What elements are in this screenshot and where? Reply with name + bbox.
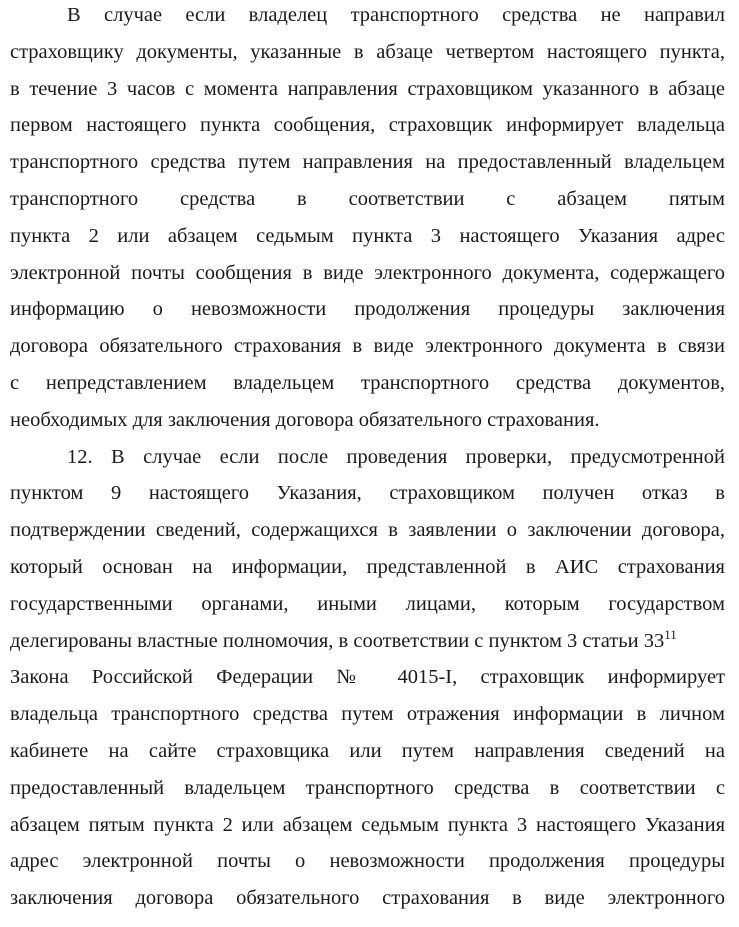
paragraph-2: [10, 442, 725, 920]
text-line: электронной почты сообщения в виде электронного документа, содержащего: [10, 261, 725, 284]
text-line: предоставленный владельцем транспортного средства в соответствии с: [10, 776, 725, 799]
text-line: пунктом 9 настоящего Указания, страховщиком получен отказ в: [10, 482, 725, 505]
text-line: транспортного средства путем направления на предоставленный владельцем: [10, 151, 725, 174]
text-line: который основан на информации, представленной в АИС страхования: [10, 555, 725, 578]
text-line: в течение 3 часов с момента направления страховщиком указанного в абзаце: [10, 77, 725, 100]
text-line: В случае если владелец транспортного средства не направил: [67, 4, 725, 26]
text-line: заключения договора обязательного страхования в виде электронного: [10, 887, 725, 910]
text-line: необходимых для заключения договора обязательного страхования.: [10, 408, 600, 431]
text-line: кабинете на сайте страховщика или путем направления сведений на: [10, 739, 725, 762]
text-line: транспортного средства в соответствии с абзацем пятым: [10, 187, 725, 210]
text-line: государственными органами, иными лицами, которым государством: [10, 592, 725, 615]
document-body: [10, 0, 725, 920]
text-line: с непредставлением владельцем транспортного средства документов,: [10, 371, 725, 394]
article-superscript: 11: [664, 626, 677, 642]
text-line: владельца транспортного средства путем отражения информации в личном: [10, 703, 725, 726]
text-line: абзацем пятым пункта 2 или абзацем седьмым пункта 3 настоящего Указания: [10, 813, 725, 836]
text-line: Закона Российской Федерации № 4015-I, страховщик информирует: [10, 666, 725, 689]
text-line: договора обязательного страхования в виде электронного документа в связи: [10, 335, 725, 358]
text-line: адрес электронной почты о невозможности продолжения процедуры: [10, 850, 725, 873]
text-line-content: делегированы властные полномочия, в соответствии с пунктом 3 статьи 33: [10, 629, 665, 652]
text-line: подтверждении сведений, содержащихся в заявлении о заключении договора,: [10, 519, 725, 542]
text-line: информацию о невозможности продолжения процедуры заключения: [10, 298, 725, 321]
text-line: первом настоящего пункта сообщения, страховщик информирует владельца: [10, 114, 725, 137]
text-line: страховщику документы, указанные в абзаце четвертом настоящего пункта,: [10, 40, 725, 63]
text-line: 12. В случае если после проведения проверки, предусмотренной: [67, 445, 725, 468]
text-line: пункта 2 или абзацем седьмым пункта 3 настоящего Указания адрес: [10, 224, 725, 247]
paragraph-1: [10, 0, 725, 442]
text-line-with-superscript: [10, 626, 725, 663]
